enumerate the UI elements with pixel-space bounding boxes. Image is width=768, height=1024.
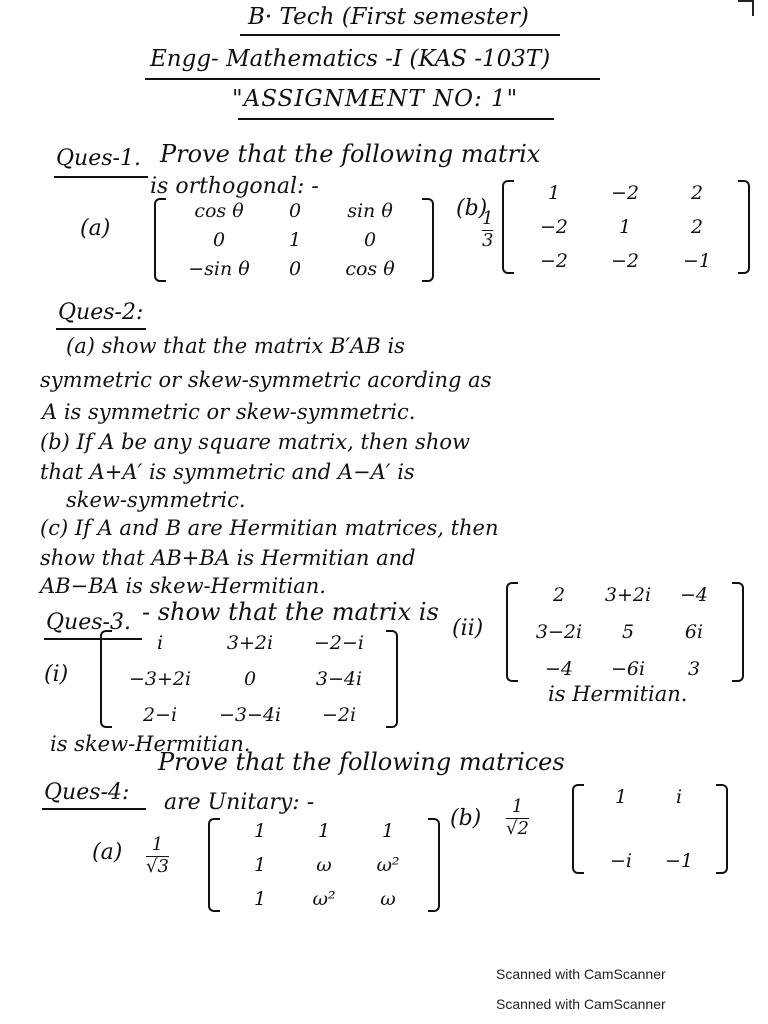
q3ii-after: is Hermitian. [548,682,688,706]
q3i-cell-3: −3+2i [128,668,192,690]
q1b-cell-7: −2 [610,250,639,272]
subject-underline [145,78,600,80]
page-corner-mark [738,0,754,16]
q4-label: Ques-4: [44,780,130,805]
q1b-cell-1: −2 [610,182,639,204]
q4a-numerator: 1 [151,834,164,855]
q3i-cell-8: −2i [321,704,357,726]
scanner-watermark-1: Scanned with CamScanner [496,966,666,982]
q4a-denominator: √3 [146,855,169,877]
q4-text-2: are Unitary: - [164,790,315,815]
q4b-cell-1: i [675,786,683,808]
q2-line-4: (b) If A be any square matrix, then show [40,430,470,454]
q1b-fraction [482,210,493,251]
q1a-cell-7: 0 [288,258,302,280]
q3i-cell-0: i [156,632,164,654]
assignment-title: "ASSIGNMENT NO: 1" [232,86,519,112]
q2-line-3: A is symmetric or skew-symmetric. [42,400,416,424]
q3i-matrix [100,630,398,728]
q3i-cell-7: −3−4i [218,704,282,726]
q4a-cell-2: 1 [381,820,395,842]
q2-label: Ques-2: [58,300,144,325]
q4b-cell-3: −1 [664,850,693,872]
q1b-matrix [502,180,750,274]
q1b-cell-5: 2 [690,216,704,238]
q4a-cell-3: 1 [253,854,267,876]
q2-line-1: (a) show that the matrix B′AB is [66,334,405,358]
q1-text-1: Prove that the following matrix [160,140,541,168]
q2-line-7: (c) If A and B are Hermitian matrices, then [40,516,499,540]
q4b-label: (b) [450,806,482,831]
q4a-label: (a) [92,840,123,865]
q3ii-cell-1: 3+2i [604,584,652,606]
q1b-cell-3: −2 [539,216,568,238]
q3i-cell-6: 2−i [142,704,178,726]
q1a-cell-2: sin θ [347,200,393,222]
q1a-cell-4: 1 [288,229,302,251]
q3ii-cell-8: 3 [687,658,701,680]
q1b-cell-4: 1 [618,216,632,238]
q4a-cell-8: ω [380,888,396,910]
q1a-matrix [154,198,434,282]
q4b-denominator: √2 [506,817,529,839]
q3i-cell-4: 0 [243,668,257,690]
q4a-matrix [208,818,440,912]
q3-text: - show that the matrix is [142,598,439,626]
q4b-numerator: 1 [511,796,524,817]
q4a-cell-0: 1 [253,820,267,842]
q1b-label: (b) [456,196,488,221]
q1a-cell-1: 0 [288,200,302,222]
q4b-matrix [572,784,728,874]
q3ii-matrix [506,582,744,682]
q2-line-8: show that AB+BA is Hermitian and [40,546,416,570]
q1b-cell-2: 2 [690,182,704,204]
q3i-cell-5: 3−4i [315,668,363,690]
q3ii-cell-2: −4 [679,584,708,606]
q4b-fraction [506,798,529,839]
q1a-label: (a) [80,216,111,241]
q2-line-5: that A+A′ is symmetric and A−A′ is [40,460,415,484]
q1a-cell-5: 0 [363,229,377,251]
q2-line-6: skew-symmetric. [66,488,246,512]
scanner-watermark-2: Scanned with CamScanner [496,996,666,1012]
q3ii-cell-4: 5 [621,621,635,643]
q3i-cell-1: 3+2i [226,632,274,654]
q4-text-1: Prove that the following matrices [158,748,565,776]
q3i-after: is skew-Hermitian. [50,732,251,756]
q4a-cell-1: 1 [317,820,331,842]
q4a-cell-7: ω² [312,888,336,910]
q1a-cell-3: 0 [212,229,226,251]
q4b-cell-0: 1 [614,786,628,808]
q1a-cell-6: −sin θ [188,258,250,280]
course-underline [240,34,560,36]
q4a-cell-5: ω² [376,854,400,876]
subject-title: Engg- Mathematics -I (KAS -103T) [150,46,551,72]
q1b-cell-0: 1 [547,182,561,204]
q3i-cell-2: −2−i [313,632,364,654]
q4a-cell-6: 1 [253,888,267,910]
q1-text-2: is orthogonal: - [150,174,319,199]
q3i-label: (i) [44,662,69,687]
q2-line-2: symmetric or skew-symmetric acording as [40,368,492,392]
title-underline [238,118,554,120]
q4-underline [42,808,146,810]
q3ii-cell-0: 2 [552,584,566,606]
q2-line-9: AB−BA is skew-Hermitian. [40,574,326,598]
q3ii-cell-6: −4 [544,658,573,680]
q1a-cell-8: cos θ [345,258,395,280]
course-title: B· Tech (First semester) [248,4,529,30]
q1b-denominator: 3 [482,229,494,251]
q1a-cell-0: cos θ [194,200,244,222]
q3-label: Ques-3. [46,610,131,635]
q4a-fraction [146,836,169,877]
q2-underline [56,328,146,330]
q1b-cell-6: −2 [539,250,568,272]
q3ii-cell-3: 3−2i [535,621,583,643]
q4b-cell-2: −i [610,850,632,872]
q3ii-label: (ii) [452,616,484,641]
q1-underline [54,176,148,178]
q1b-cell-8: −1 [682,250,711,272]
q1-label: Ques-1. [56,146,141,171]
q3ii-cell-5: 6i [684,621,704,643]
q1b-numerator: 1 [482,208,494,229]
q3ii-cell-7: −6i [610,658,646,680]
q4a-cell-4: ω [316,854,332,876]
